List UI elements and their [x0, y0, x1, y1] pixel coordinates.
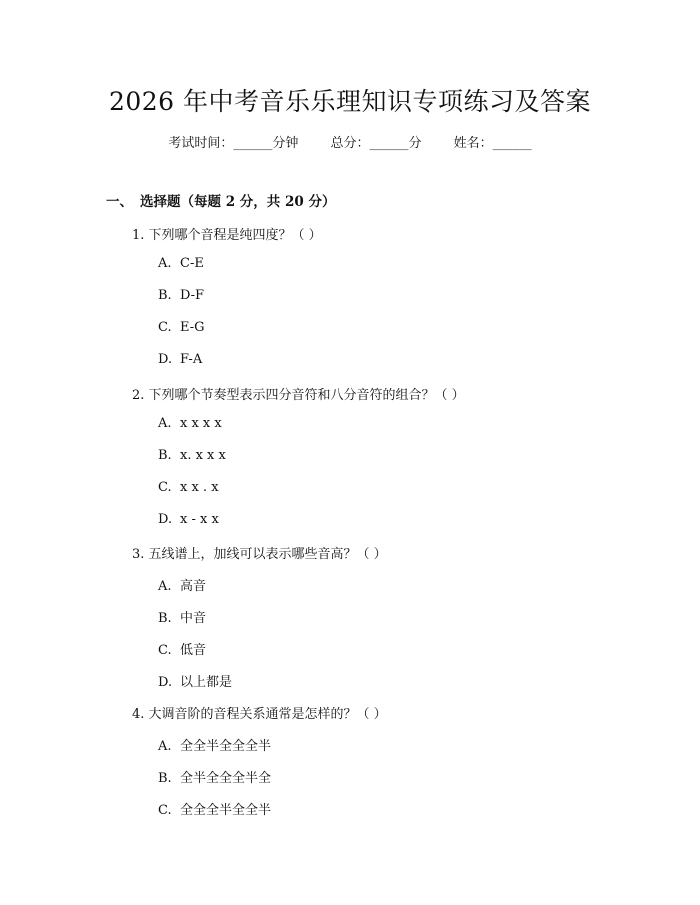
option-text: x x . x — [180, 480, 219, 495]
section-title: 选择题（每题 2 分，共 20 分） — [140, 194, 336, 210]
option-text: 以上都是 — [180, 675, 233, 690]
option — [158, 735, 271, 754]
section-heading — [106, 190, 335, 210]
option-text: D-F — [180, 288, 205, 303]
option-label: B. — [158, 288, 172, 303]
option — [158, 639, 206, 658]
option-label: A. — [158, 579, 172, 594]
option-text: x x x x — [180, 416, 222, 431]
option — [158, 448, 226, 463]
option-label: A. — [158, 739, 172, 754]
option — [158, 480, 219, 495]
option-label: A. — [158, 256, 172, 271]
option-text: 高音 — [180, 579, 207, 594]
option-label: C. — [158, 480, 172, 495]
option-text: 全半全全全半全 — [180, 771, 272, 786]
option-text: 低音 — [180, 643, 207, 658]
option — [158, 799, 271, 818]
question-1: 1. 下列哪个音程是纯四度？（ ） — [132, 228, 322, 243]
option — [158, 416, 222, 431]
option-label: D. — [158, 512, 173, 527]
question-3: 3. 五线谱上，加线可以表示哪些音高？（ ） — [132, 547, 387, 562]
option-text: C-E — [180, 256, 204, 271]
option — [158, 512, 219, 527]
option — [158, 607, 206, 626]
option — [158, 671, 232, 690]
option-label: D. — [158, 352, 173, 367]
total-score: 总分：______分 — [330, 136, 422, 151]
exam-time: 考试时间：______分钟 — [168, 136, 299, 151]
page-title: 2026 年中考音乐乐理知识专项练习及答案 — [108, 87, 592, 116]
option-label: D. — [158, 675, 173, 690]
option-label: B. — [158, 448, 172, 463]
option-text: F-A — [180, 352, 203, 367]
student-name: 姓名：______ — [453, 136, 532, 151]
option — [158, 320, 205, 335]
option-label: B. — [158, 611, 172, 626]
exam-meta — [0, 132, 700, 151]
option — [158, 288, 204, 303]
option-text: x. x x x — [180, 448, 226, 463]
option-text: 全全半全全全半 — [180, 739, 272, 754]
question-2: 2. 下列哪个节奏型表示四分音符和八分音符的组合？（ ） — [132, 388, 465, 403]
option-text: x - x x — [180, 512, 219, 527]
option-label: C. — [158, 643, 172, 658]
option-text: 全全全半全全半 — [180, 803, 272, 818]
option-text: 中音 — [180, 611, 207, 626]
option-label: C. — [158, 803, 172, 818]
option-label: C. — [158, 320, 172, 335]
option — [158, 352, 202, 367]
option-label: A. — [158, 416, 172, 431]
option — [158, 256, 204, 271]
option-text: E-G — [180, 320, 205, 335]
option-label: B. — [158, 771, 172, 786]
question-4: 4. 大调音阶的音程关系通常是怎样的？（ ） — [132, 707, 387, 722]
option — [158, 767, 271, 786]
option — [158, 575, 206, 594]
section-number: 一、 — [106, 194, 133, 210]
